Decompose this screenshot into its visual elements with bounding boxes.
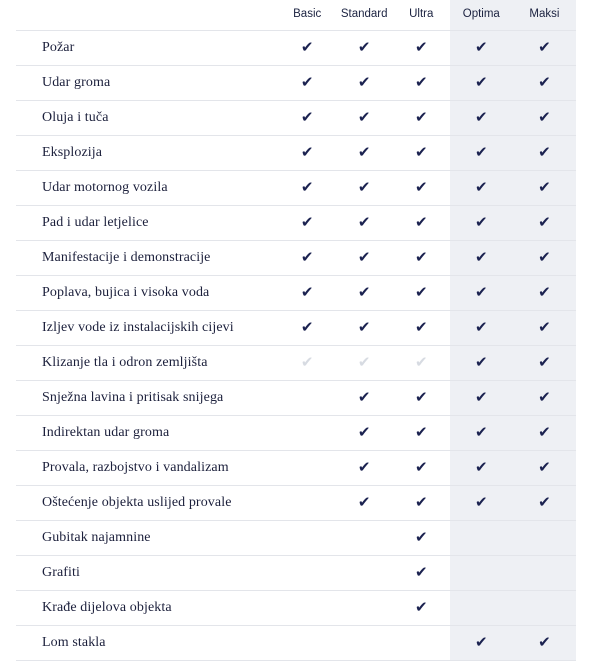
cell-ultra (393, 101, 450, 136)
cell-basic (279, 101, 336, 136)
cell-maksi (513, 31, 576, 66)
cell-basic (279, 346, 336, 381)
table-row (16, 381, 576, 416)
cell-maksi (513, 591, 576, 626)
cell-basic (279, 486, 336, 521)
check-icon: ✔ (414, 563, 428, 581)
cell-basic (279, 451, 336, 486)
cell-ultra (393, 486, 450, 521)
cell-optima (450, 416, 513, 451)
column-header-basic: Basic (279, 0, 336, 31)
table-row (16, 206, 576, 241)
cell-maksi (513, 346, 576, 381)
cell-standard (336, 521, 393, 556)
check-icon: ✔ (475, 633, 488, 651)
cell-ultra (393, 416, 450, 451)
row-label: Grafiti (16, 556, 279, 591)
row-label: Poplava, bujica i visoka voda (16, 276, 279, 311)
cell-maksi (513, 171, 576, 206)
cell-optima (450, 451, 513, 486)
check-icon: ✔ (475, 493, 488, 511)
cell-ultra (393, 276, 450, 311)
check-icon: ✔ (538, 213, 551, 231)
check-icon: ✔ (475, 318, 488, 336)
row-label: Klizanje tla i odron zemljišta (16, 346, 279, 381)
cell-basic (279, 591, 336, 626)
cell-basic (279, 206, 336, 241)
row-label: Požar (16, 31, 279, 66)
cell-optima (450, 31, 513, 66)
empty-cell (544, 541, 545, 542)
column-header-ultra: Ultra (393, 0, 450, 31)
row-label: Pad i udar letjelice (16, 206, 279, 241)
cell-optima (450, 381, 513, 416)
cell-optima (450, 626, 513, 661)
table-row (16, 31, 576, 66)
check-icon: ✔ (357, 73, 371, 91)
cell-standard (336, 241, 393, 276)
row-label: Manifestacije i demonstracije (16, 241, 279, 276)
cell-basic (279, 171, 336, 206)
cell-optima (450, 66, 513, 101)
cell-standard (336, 66, 393, 101)
empty-cell (421, 646, 422, 647)
column-header-standard: Standard (336, 0, 393, 31)
check-icon: ✔ (414, 38, 428, 56)
empty-cell (544, 576, 545, 577)
check-icon: ✔ (414, 493, 428, 511)
check-icon: ✔ (300, 108, 314, 126)
check-icon: ✔ (475, 73, 488, 91)
check-icon: ✔ (300, 283, 314, 301)
cell-ultra (393, 171, 450, 206)
check-icon: ✔ (475, 213, 488, 231)
table-row (16, 626, 576, 661)
cell-basic (279, 626, 336, 661)
column-header-optima: Optima (450, 0, 513, 31)
cell-ultra (393, 241, 450, 276)
cell-optima (450, 206, 513, 241)
cell-ultra (393, 136, 450, 171)
cell-optima (450, 556, 513, 591)
empty-cell (307, 576, 308, 577)
cell-maksi (513, 521, 576, 556)
check-icon: ✔ (357, 213, 371, 231)
coverage-table (16, 0, 576, 661)
check-icon: ✔ (538, 458, 551, 476)
cell-standard (336, 136, 393, 171)
row-label: Krađe dijelova objekta (16, 591, 279, 626)
check-icon: ✔ (357, 178, 371, 196)
check-icon: ✔ (357, 493, 371, 511)
cell-basic (279, 521, 336, 556)
table-row (16, 276, 576, 311)
cell-optima (450, 486, 513, 521)
cell-basic (279, 66, 336, 101)
check-icon: ✔ (538, 318, 551, 336)
check-icon: ✔ (475, 353, 488, 371)
cell-ultra (393, 311, 450, 346)
check-icon: ✔ (475, 108, 488, 126)
check-icon: ✔ (300, 248, 314, 266)
cell-standard (336, 626, 393, 661)
row-label: Oluja i tuča (16, 101, 279, 136)
row-label: Indirektan udar groma (16, 416, 279, 451)
check-icon: ✔ (538, 353, 551, 371)
empty-cell (307, 611, 308, 612)
check-icon: ✔ (538, 493, 551, 511)
cell-standard (336, 206, 393, 241)
column-header-label (16, 0, 279, 31)
empty-cell (307, 506, 308, 507)
table-row (16, 416, 576, 451)
cell-standard (336, 101, 393, 136)
check-icon: ✔ (475, 423, 488, 441)
check-icon: ✔ (300, 73, 314, 91)
empty-cell (481, 611, 482, 612)
empty-cell (481, 541, 482, 542)
empty-cell (364, 541, 365, 542)
cell-basic (279, 311, 336, 346)
table-row (16, 591, 576, 626)
check-icon: ✔ (357, 143, 371, 161)
check-icon: ✔ (414, 423, 428, 441)
cell-standard (336, 381, 393, 416)
table-body (16, 31, 576, 661)
cell-basic (279, 31, 336, 66)
empty-cell (364, 611, 365, 612)
cell-optima (450, 311, 513, 346)
cell-maksi (513, 451, 576, 486)
empty-cell (481, 576, 482, 577)
cell-ultra (393, 591, 450, 626)
check-icon: ✔ (475, 178, 488, 196)
row-label: Snježna lavina i pritisak snijega (16, 381, 279, 416)
empty-cell (307, 646, 308, 647)
cell-maksi (513, 626, 576, 661)
cell-optima (450, 101, 513, 136)
table-row (16, 346, 576, 381)
cell-ultra (393, 346, 450, 381)
cell-optima (450, 591, 513, 626)
cell-basic (279, 241, 336, 276)
cell-maksi (513, 486, 576, 521)
table-row (16, 486, 576, 521)
table-row (16, 136, 576, 171)
check-icon: ✔ (475, 248, 488, 266)
table-row (16, 101, 576, 136)
empty-cell (307, 401, 308, 402)
cell-maksi (513, 556, 576, 591)
check-icon: ✔ (357, 248, 371, 266)
check-icon: ✔ (357, 283, 371, 301)
cell-maksi (513, 311, 576, 346)
cell-standard (336, 276, 393, 311)
cell-ultra (393, 626, 450, 661)
check-icon: ✔ (300, 318, 314, 336)
cell-optima (450, 346, 513, 381)
cell-basic (279, 416, 336, 451)
cell-ultra (393, 31, 450, 66)
cell-basic (279, 556, 336, 591)
check-icon: ✔ (475, 143, 488, 161)
check-icon: ✔ (414, 213, 428, 231)
cell-optima (450, 241, 513, 276)
cell-maksi (513, 101, 576, 136)
check-icon: ✔ (475, 38, 488, 56)
check-icon: ✔ (300, 143, 314, 161)
check-icon: ✔ (414, 528, 428, 546)
check-icon: ✔ (414, 108, 428, 126)
check-icon: ✔ (414, 143, 428, 161)
cell-ultra (393, 451, 450, 486)
check-icon: ✔ (357, 108, 371, 126)
empty-cell (307, 471, 308, 472)
empty-cell (364, 576, 365, 577)
cell-maksi (513, 381, 576, 416)
check-icon: ✔ (357, 423, 371, 441)
cell-standard (336, 171, 393, 206)
cell-standard (336, 311, 393, 346)
check-icon: ✔ (475, 388, 488, 406)
cell-maksi (513, 206, 576, 241)
cell-maksi (513, 136, 576, 171)
cell-ultra (393, 381, 450, 416)
cell-basic (279, 136, 336, 171)
check-icon: ✔ (300, 38, 314, 56)
table-row (16, 66, 576, 101)
table-row (16, 521, 576, 556)
empty-cell (307, 436, 308, 437)
check-icon: ✔ (538, 73, 551, 91)
check-icon: ✔ (300, 178, 314, 196)
cell-optima (450, 276, 513, 311)
cell-standard (336, 556, 393, 591)
check-icon: ✔ (538, 178, 551, 196)
check-icon: ✔ (357, 388, 371, 406)
row-label: Oštećenje objekta uslijed provale (16, 486, 279, 521)
check-icon: ✔ (300, 213, 314, 231)
check-icon: ✔ (414, 598, 428, 616)
check-icon: ✔ (414, 248, 428, 266)
check-icon: ✔ (538, 248, 551, 266)
cell-ultra (393, 66, 450, 101)
cell-standard (336, 416, 393, 451)
check-icon: ✔ (414, 388, 428, 406)
cell-maksi (513, 66, 576, 101)
row-label: Udar motornog vozila (16, 171, 279, 206)
check-icon: ✔ (414, 178, 428, 196)
check-icon: ✔ (357, 318, 371, 336)
cell-maksi (513, 276, 576, 311)
check-icon: ✔ (300, 353, 314, 371)
check-icon: ✔ (475, 283, 488, 301)
check-icon: ✔ (414, 73, 428, 91)
check-icon: ✔ (538, 423, 551, 441)
cell-maksi (513, 416, 576, 451)
row-label: Izljev vode iz instalacijskih cijevi (16, 311, 279, 346)
row-label: Gubitak najamnine (16, 521, 279, 556)
table-row (16, 556, 576, 591)
check-icon: ✔ (538, 38, 551, 56)
cell-maksi (513, 241, 576, 276)
cell-optima (450, 521, 513, 556)
empty-cell (364, 646, 365, 647)
header-row (16, 0, 576, 31)
check-icon: ✔ (475, 458, 488, 476)
cell-ultra (393, 556, 450, 591)
check-icon: ✔ (357, 38, 371, 56)
check-icon: ✔ (414, 318, 428, 336)
cell-basic (279, 381, 336, 416)
row-label: Eksplozija (16, 136, 279, 171)
cell-optima (450, 171, 513, 206)
empty-cell (544, 611, 545, 612)
empty-cell (307, 541, 308, 542)
table-header (16, 0, 576, 31)
row-label: Lom stakla (16, 626, 279, 661)
cell-optima (450, 136, 513, 171)
check-icon: ✔ (538, 388, 551, 406)
check-icon: ✔ (414, 353, 428, 371)
table-row (16, 451, 576, 486)
check-icon: ✔ (538, 143, 551, 161)
cell-standard (336, 31, 393, 66)
column-header-maksi: Maksi (513, 0, 576, 31)
check-icon: ✔ (538, 283, 551, 301)
check-icon: ✔ (357, 353, 371, 371)
check-icon: ✔ (414, 458, 428, 476)
check-icon: ✔ (538, 633, 551, 651)
table-row (16, 311, 576, 346)
row-label: Udar groma (16, 66, 279, 101)
table-row (16, 171, 576, 206)
cell-standard (336, 346, 393, 381)
cell-standard (336, 451, 393, 486)
check-icon: ✔ (357, 458, 371, 476)
row-label: Provala, razbojstvo i vandalizam (16, 451, 279, 486)
table-row (16, 241, 576, 276)
cell-standard (336, 486, 393, 521)
cell-ultra (393, 521, 450, 556)
cell-ultra (393, 206, 450, 241)
cell-standard (336, 591, 393, 626)
check-icon: ✔ (538, 108, 551, 126)
cell-basic (279, 276, 336, 311)
check-icon: ✔ (414, 283, 428, 301)
